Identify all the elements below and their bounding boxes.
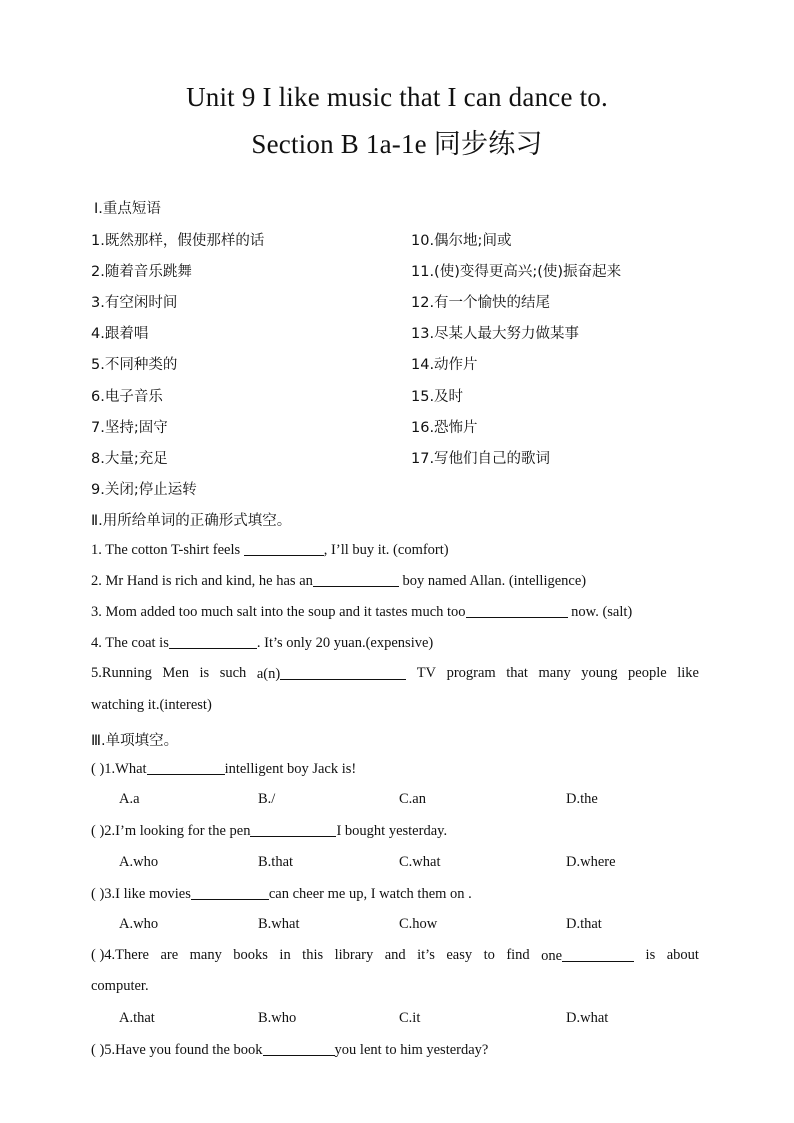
fill-question-4 (91, 634, 433, 652)
mc1-option-c[interactable]: C.an (399, 791, 426, 807)
title-line-2: Section B 1a-1e 同步练习 (251, 129, 543, 159)
phrase-8: 8.大量;充足 (91, 451, 168, 467)
q1-text-after: , I’ll buy it. (comfort) (323, 542, 449, 558)
mc4-option-d[interactable]: D.what (566, 1010, 609, 1026)
phrase-17: 17.写他们自己的歌词 (411, 451, 551, 467)
q2-text-before: 2. Mr Hand is rich and kind, he has an (91, 573, 313, 589)
mc3-option-b[interactable]: B.what (258, 916, 300, 932)
mc3-text-before: ( )3.I like movies (91, 886, 191, 902)
mc4-word: it’s (417, 947, 435, 963)
phrase-5: 5.不同种类的 (91, 357, 178, 373)
phrase-1: 1.既然那样，假使那样的话 (91, 233, 265, 249)
mc1-option-b[interactable]: B./ (258, 791, 276, 807)
mc1-blank[interactable] (147, 760, 225, 775)
mc3-text-after: can cheer me up, I watch them on . (268, 886, 472, 902)
q5-word: such (219, 665, 247, 681)
q3-blank[interactable] (466, 603, 568, 618)
mc3-option-c[interactable]: C.how (399, 916, 438, 932)
mc4-word: ( )4.There (91, 947, 149, 963)
mc2-option-b[interactable]: B.that (258, 854, 294, 870)
q3-text-before: 3. Mom added too much salt into the soup and it tastes much too (91, 604, 466, 620)
q1-blank[interactable] (244, 541, 324, 556)
mc4-word: library (334, 947, 374, 963)
q5-line-2: watching it.(interest) (91, 697, 212, 713)
phrase-7: 7.坚持;固守 (91, 420, 168, 436)
mc5-text-before: ( )5.Have you found the book (91, 1042, 263, 1058)
mc4-word: and (384, 947, 406, 963)
phrase-11: 11.(使)变得更高兴;(使)振奋起来 (411, 264, 622, 280)
mc4-word: to (483, 947, 495, 963)
mc2-option-a[interactable]: A.who (119, 854, 159, 870)
mc2-text-before: ( )2.I’m looking for the pen (91, 823, 251, 839)
mc5-text-after: you lent to him yesterday? (334, 1042, 489, 1058)
q4-text-before: 4. The coat is (91, 635, 169, 651)
phrase-12: 12.有一个愉快的结尾 (411, 295, 551, 311)
section2-heading: Ⅱ.用所给单词的正确形式填空。 (91, 513, 292, 529)
mc4-word: are (160, 947, 179, 963)
mc4-word: one (541, 948, 563, 964)
mc-question-4 (91, 947, 699, 965)
mc3-option-d[interactable]: D.that (566, 916, 602, 932)
q5-word: many (538, 665, 571, 681)
mc4-option-b[interactable]: B.who (258, 1010, 297, 1026)
mc4-line-2: computer. (91, 978, 149, 994)
q3-text-after: now. (salt) (567, 604, 633, 620)
mc4-word: easy (446, 947, 473, 963)
mc-question-2 (91, 822, 447, 840)
title-line-1: Unit 9 I like music that I can dance to. (186, 82, 608, 112)
phrase-9: 9.关闭;停止运转 (91, 482, 197, 498)
mc4-word: is (645, 947, 656, 963)
mc4-word: books (233, 947, 268, 963)
phrase-2: 2.随着音乐跳舞 (91, 264, 192, 280)
mc2-option-c[interactable]: C.what (399, 854, 441, 870)
mc1-text-after: intelligent boy Jack is! (224, 761, 357, 777)
q2-text-after: boy named Allan. (intelligence) (398, 573, 587, 589)
mc1-option-a[interactable]: A.a (119, 791, 140, 807)
mc-question-1 (91, 760, 356, 778)
q5-blank[interactable] (280, 665, 406, 680)
mc4-option-a[interactable]: A.that (119, 1010, 155, 1026)
q5-word: program (446, 665, 496, 681)
mc1-text-before: ( )1.What (91, 761, 147, 777)
q5-word: people (628, 665, 667, 681)
mc4-option-c[interactable]: C.it (399, 1010, 421, 1026)
mc2-blank[interactable] (250, 822, 336, 837)
fill-question-1 (91, 541, 449, 559)
mc5-blank[interactable] (263, 1041, 335, 1056)
phrase-16: 16.恐怖片 (411, 420, 478, 436)
q5-word: young (581, 665, 618, 681)
phrase-4: 4.跟着唱 (91, 326, 149, 342)
mc3-blank[interactable] (191, 885, 269, 900)
mc-question-3 (91, 885, 472, 903)
phrase-3: 3.有空闲时间 (91, 295, 178, 311)
q1-text-before: 1. The cotton T-shirt feels (91, 542, 244, 558)
mc4-word: in (279, 947, 291, 963)
q2-blank[interactable] (313, 572, 399, 587)
fill-question-5 (91, 665, 699, 683)
phrase-13: 13.尽某人最大努力做某事 (411, 326, 580, 342)
fill-question-3 (91, 603, 632, 621)
phrase-6: 6.电子音乐 (91, 389, 163, 405)
q4-blank[interactable] (169, 634, 257, 649)
phrase-15: 15.及时 (411, 389, 464, 405)
q5-word: is (199, 665, 210, 681)
section3-heading: Ⅲ.单项填空。 (91, 733, 179, 749)
mc4-word: about (666, 947, 699, 963)
mc4-word: find (506, 947, 530, 963)
fill-question-2 (91, 572, 586, 590)
mc3-option-a[interactable]: A.who (119, 916, 159, 932)
phrase-10: 10.偶尔地;间或 (411, 233, 512, 249)
mc2-option-d[interactable]: D.where (566, 854, 616, 870)
q5-word: TV (416, 665, 437, 681)
mc2-text-after: I bought yesterday. (336, 823, 448, 839)
q5-word: Men (162, 665, 189, 681)
section1-heading: Ⅰ.重点短语 (94, 201, 161, 217)
mc4-blank[interactable] (562, 947, 634, 962)
mc1-option-d[interactable]: D.the (566, 791, 598, 807)
q5-word: 5.Running (91, 665, 152, 681)
q5-word: like (677, 665, 699, 681)
q5-word: a(n) (256, 666, 281, 682)
mc4-word: this (302, 947, 324, 963)
mc4-word: many (189, 947, 222, 963)
phrase-14: 14.动作片 (411, 357, 478, 373)
q4-text-after: . It’s only 20 yuan.(expensive) (256, 635, 434, 651)
q5-word: that (506, 665, 528, 681)
mc-question-5 (91, 1041, 488, 1059)
